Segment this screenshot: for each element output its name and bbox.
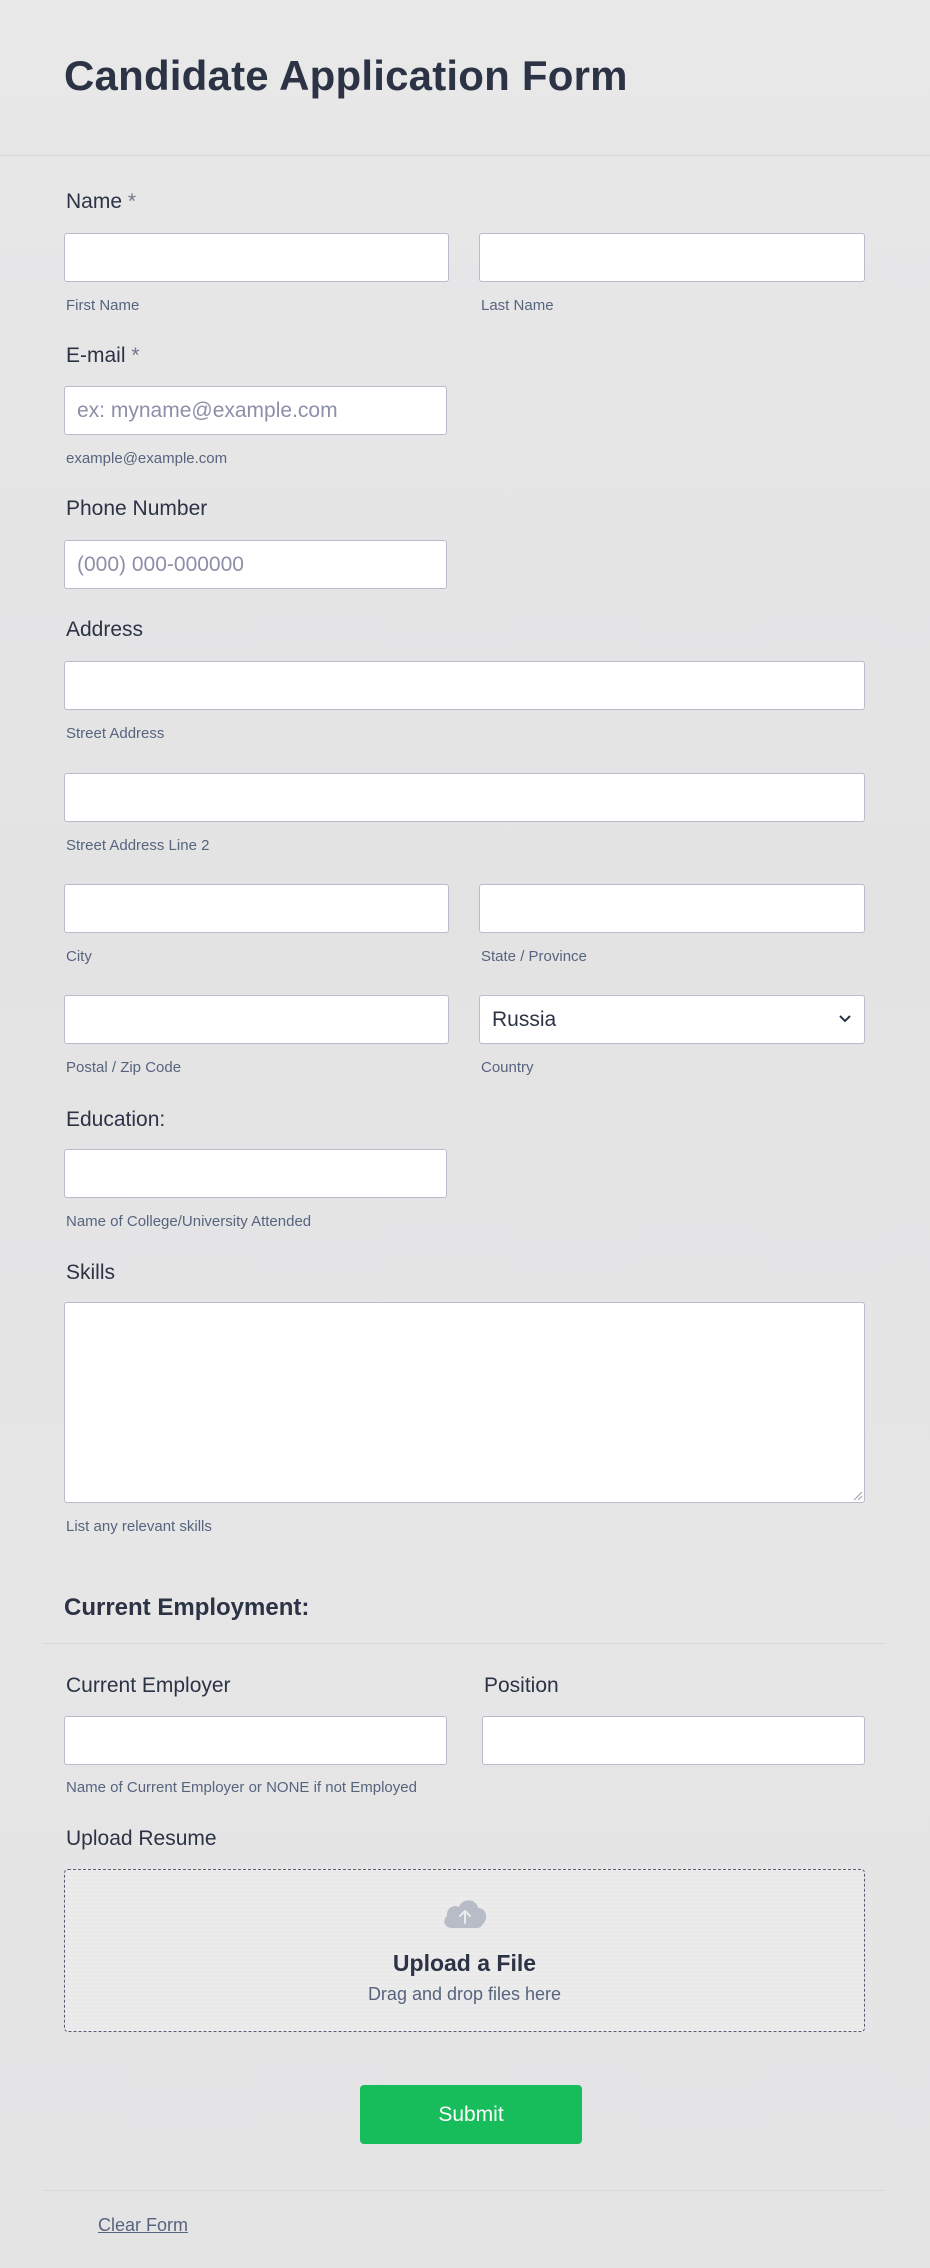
first-name-sublabel: First Name: [66, 297, 140, 314]
position-input[interactable]: [482, 1716, 865, 1765]
skills-textarea[interactable]: [64, 1302, 865, 1503]
state-sublabel: State / Province: [481, 948, 587, 965]
email-sublabel: example@example.com: [66, 450, 228, 467]
last-name-sublabel: Last Name: [481, 297, 554, 314]
footer-divider: [44, 2190, 886, 2191]
current-employer-input[interactable]: [64, 1716, 447, 1765]
current-employer-label: Current Employer: [66, 1674, 231, 1697]
cloud-upload-icon: [440, 1894, 490, 1930]
required-mark: *: [127, 190, 137, 213]
upload-subtitle: Drag and drop files here: [367, 1984, 562, 2004]
city-sublabel: City: [66, 948, 92, 965]
country-select[interactable]: [479, 995, 865, 1044]
education-sublabel: Name of College/University Attended: [66, 1213, 312, 1230]
street-address-line2-sublabel: Street Address Line 2: [66, 837, 210, 854]
street-address-sublabel: Street Address: [66, 725, 165, 742]
file-upload-dropzone[interactable]: [64, 1869, 865, 2032]
email-field[interactable]: [64, 386, 447, 435]
chevron-down-icon: [838, 1011, 852, 1029]
state-input[interactable]: [479, 884, 865, 933]
current-employer-sublabel: Name of Current Employer or NONE if not Employed: [66, 1779, 417, 1796]
first-name-input[interactable]: [64, 233, 449, 282]
education-label: Education:: [66, 1108, 166, 1131]
page-title: Candidate Application Form: [64, 52, 628, 99]
skills-sublabel: List any relevant skills: [66, 1518, 212, 1535]
upload-resume-label: Upload Resume: [66, 1827, 217, 1850]
skills-label: Skills: [66, 1261, 116, 1284]
address-label: Address: [66, 618, 144, 641]
phone-field[interactable]: [64, 540, 447, 589]
country-selected-value: Russia: [492, 1007, 557, 1031]
employment-section-title: Current Employment:: [64, 1594, 310, 1621]
country-sublabel: Country: [481, 1059, 534, 1076]
section-divider: [44, 1643, 886, 1644]
form-header: [0, 0, 930, 156]
upload-title: Upload a File: [392, 1950, 537, 1976]
street-address-line2-input[interactable]: [64, 773, 865, 822]
clear-form-link[interactable]: Clear Form: [98, 2215, 189, 2235]
name-label-text: Name: [66, 190, 123, 213]
name-label: [66, 190, 136, 214]
city-input[interactable]: [64, 884, 449, 933]
phone-label: Phone Number: [66, 497, 208, 520]
required-mark: *: [131, 344, 140, 367]
postal-code-sublabel: Postal / Zip Code: [66, 1059, 182, 1076]
email-label: [66, 344, 140, 368]
postal-code-input[interactable]: [64, 995, 449, 1044]
street-address-input[interactable]: [64, 661, 865, 710]
education-input[interactable]: [64, 1149, 447, 1198]
resize-grip-icon[interactable]: [851, 1488, 863, 1500]
email-label-text: E-mail: [66, 344, 126, 367]
submit-button[interactable]: Submit: [360, 2085, 582, 2144]
position-label: Position: [484, 1674, 559, 1697]
last-name-input[interactable]: [479, 233, 865, 282]
